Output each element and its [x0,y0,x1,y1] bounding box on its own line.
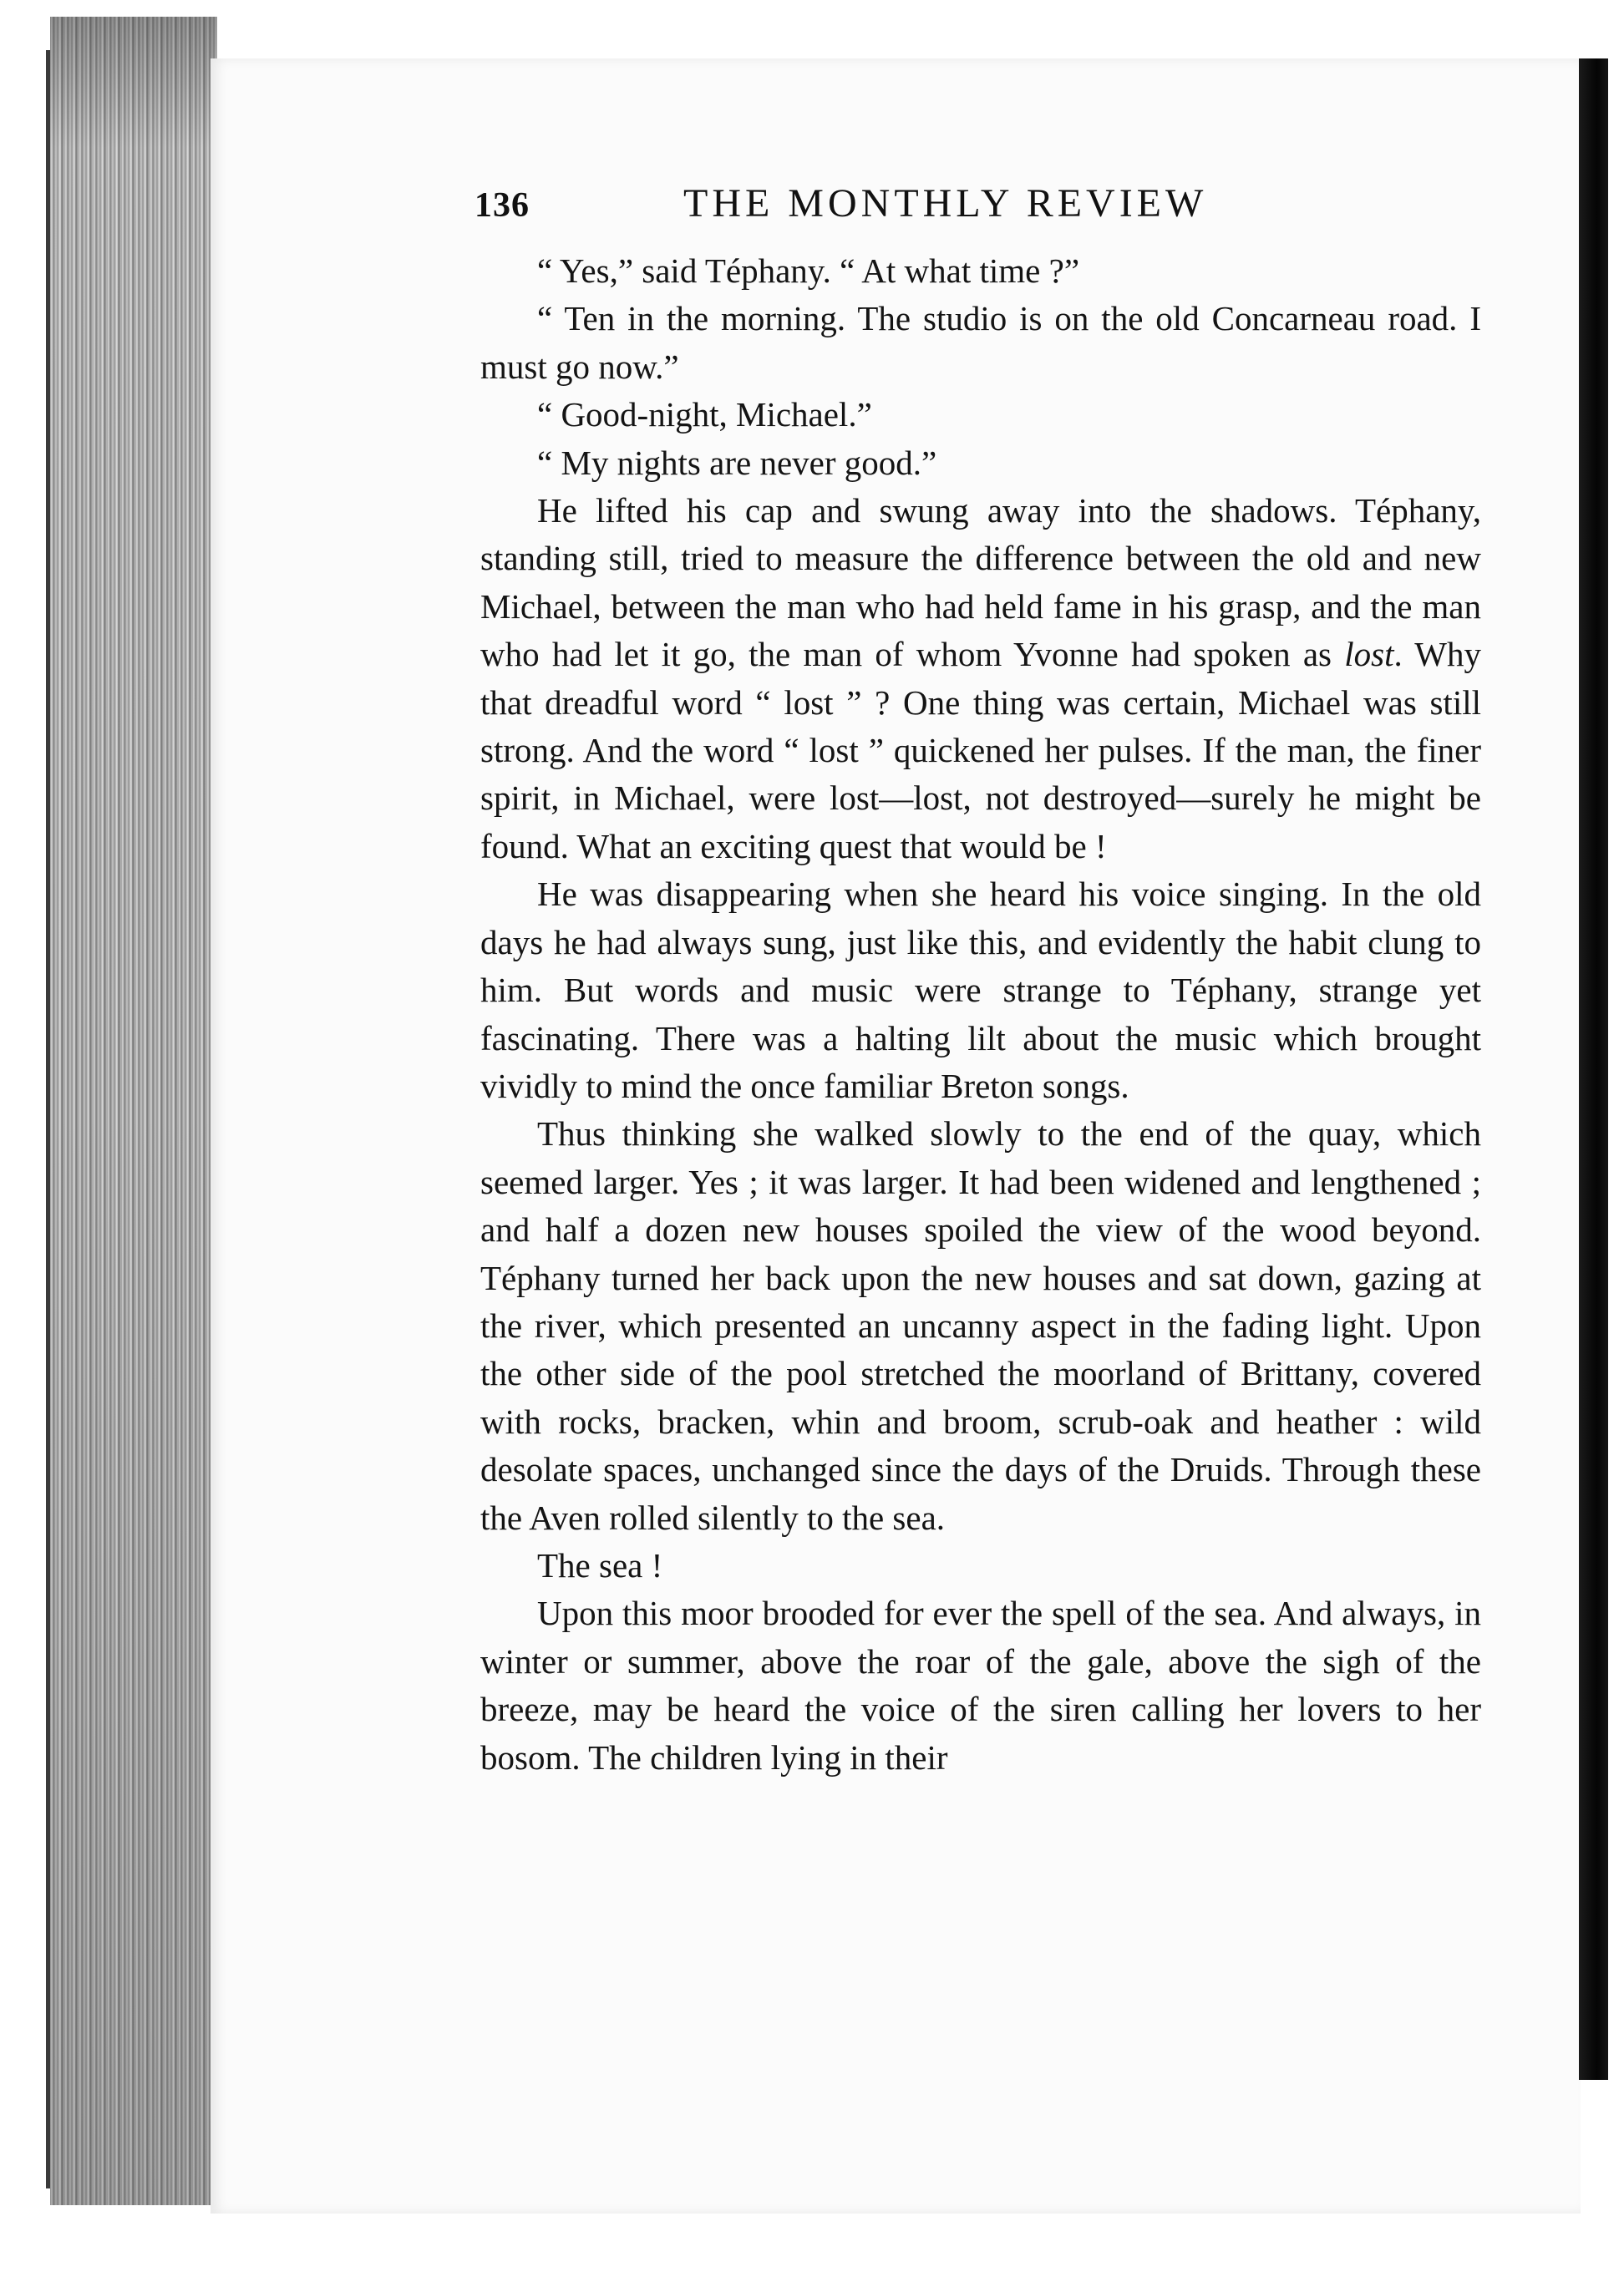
running-head: THE MONTHLY REVIEW [683,181,1208,226]
paragraph: Upon this moor brooded for ever the spell of the sea. And always, in winter or summer, above the roar of the gale, above the sigh of the breeze, may be heard the voice of the siren calling her lovers to her bosom. The children lying in their [480,1594,1481,1777]
paragraph: “ Ten in the morning. The studio is on the old Concarneau road. I must go now.” [480,299,1481,386]
paragraph: “ Good-night, Michael.” [537,395,872,434]
page-edges [50,17,217,2205]
paragraph-text: . Why that dreadful word “ lost ” ? One thing was certain, Michael was still strong. And the word “ lost ” quickened her pulses. If the man, the finer spirit, in Michael, were lost—lost, not destroyed—surely he might be found. What an exciting quest that would be ! [480,635,1481,865]
page-header [475,177,1318,236]
paragraph-text: He lifted his cap and swung away into the shadows. Téphany, standing still, tried to measure the difference between the old and new Michael, between the man who had held fame in his grasp, and the man who had let it go, the man of whom Yvonne had spoken as [480,491,1481,674]
paragraph: “ Yes,” said Téphany. “ At what time ?” [537,251,1080,290]
paragraph: He was disappearing when she heard his voice singing. In the old days he had always sung, just like this, and evidently the habit clung to him. But words and music were strange to Téphany, strange yet fascinating. There was a halting lilt about the music which brought vividly to mind the once familiar Breton songs. [480,875,1481,1105]
page-number: 136 [475,186,530,225]
paragraph: “ My nights are never good.” [537,443,937,482]
paragraph: The sea ! [537,1545,663,1585]
body-text [480,247,1481,1782]
italic-word: lost [1344,635,1394,674]
paragraph: Thus thinking she walked slowly to the end of the quay, which seemed larger. Yes ; it was larger. It had been widened and lengthened ; and half a dozen new houses spoiled the view of the wood beyond. Téphany turned her back upon the new houses and sat down, gazing at the river, which presented an uncanny aspect in the fading light. Upon the other side of the pool stretched the moorland of Brittany, covered with rocks, bracken, whin and broom, scrub-oak and heather : wild desolate spaces, unchanged since the days of the Druids. Through these the Aven rolled silently to the sea. [480,1114,1481,1537]
facing-page-edge [1608,58,1624,2080]
paragraph [480,487,1481,870]
